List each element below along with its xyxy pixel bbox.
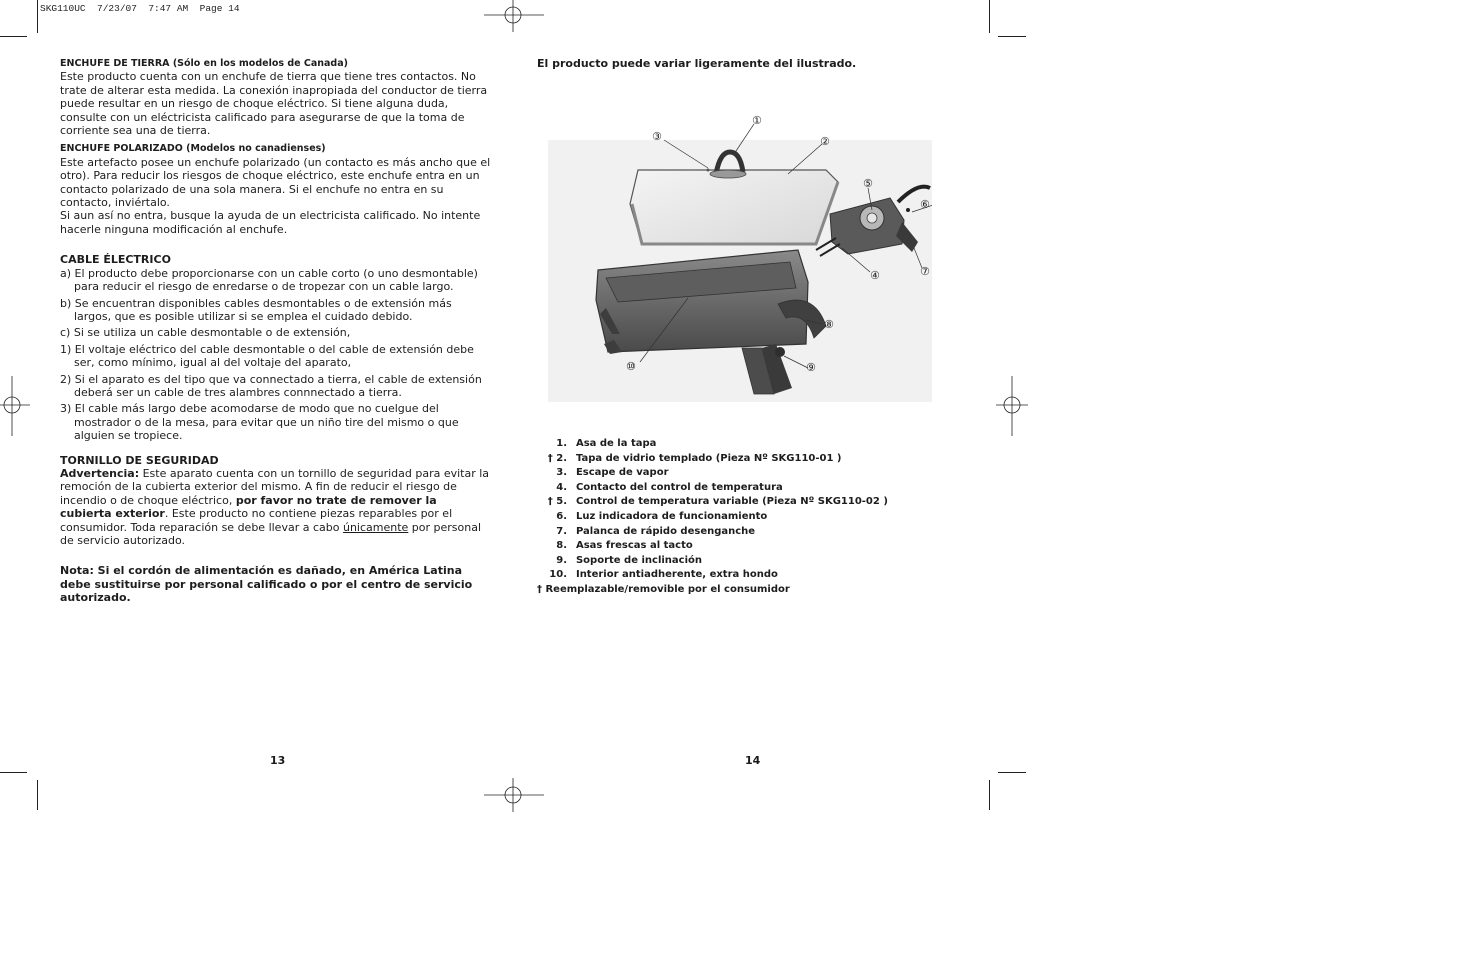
- crop-mark: [37, 780, 38, 810]
- parts-list: [537, 437, 888, 598]
- power-cord-note: Nota: Si el cordón de alimentación es dañado, en América Latina debe sustituirse por personal calificado o por el centro de servicio autorizado.: [60, 564, 473, 605]
- callout-3: ③: [652, 130, 662, 143]
- safety-screw-text: Advertencia: Este aparato cuenta con un tornillo de seguridad para evitar la remoción de la cubierta exterior del mismo. A fin de reducir el riesgo de incendio o de choque eléctrico, por favor no trate de remover la cubierta exterior. Este producto no contiene piezas reparables por el consumidor. Toda reparación se debe llevar a cabo únicamente por personal de servicio autorizado.: [60, 466, 490, 547]
- electric-cord-heading: CABLE ÉLECTRICO: [60, 253, 171, 267]
- callout-5: ⑤: [863, 177, 873, 190]
- glass-lid: [630, 170, 838, 244]
- list-item: 2) Si el aparato es del tipo que va connectado a tierra, el cable de extensión deberá ser un cable de tres alambres connnectado a tierra.: [60, 372, 482, 399]
- list-item: 8. Asas frescas al tacto: [556, 540, 693, 552]
- replaceable-note: † Reemplazable/removible por el consumidor: [537, 583, 790, 595]
- crop-mark: [989, 0, 990, 33]
- polarized-plug-text-2: Si aun así no entra, busque la ayuda de un electricista calificado. No intente hacerle ninguna modificación al enchufe.: [60, 209, 481, 236]
- electric-cord-list: [60, 267, 492, 443]
- registration-mark-right: [996, 376, 1028, 436]
- crop-mark: [0, 772, 27, 773]
- page-number-left: 13: [270, 754, 286, 767]
- list-item: 4. Contacto del control de temperatura: [556, 481, 783, 493]
- list-item: 10. Interior antiadherente, extra hondo: [549, 569, 778, 581]
- list-item: 1. Asa de la tapa: [556, 438, 657, 449]
- list-item: 7. Palanca de rápido desenganche: [556, 525, 756, 537]
- tilt-support: [775, 347, 785, 357]
- underlined-word: únicamente: [342, 520, 409, 534]
- print-slug-line: SKG110UC 7/23/07 7:47 AM Page 14: [40, 3, 240, 14]
- callout-8: ⑧: [824, 318, 834, 331]
- steam-vent: [707, 169, 710, 172]
- list-item: † 2. Tapa de vidrio templado (Pieza Nº SKG110-01 ): [547, 452, 842, 464]
- list-item: 6. Luz indicadora de funcionamiento: [556, 510, 768, 522]
- callout-6: ⑥: [920, 198, 930, 211]
- callout-7: ⑦: [920, 265, 930, 278]
- warning-emphasis: por favor no trate de remover la cubierta exterior: [60, 493, 437, 521]
- callout-1: ①: [752, 114, 762, 127]
- list-item: 3) El cable más largo debe acomodarse de modo que no cuelgue del mostrador o de la mesa, para evitar que un niño tire del mismo o que alguien se tropiece.: [60, 402, 459, 443]
- polarized-plug-heading: ENCHUFE POLARIZADO (Modelos no canadienses): [60, 143, 326, 155]
- list-item: 9. Soporte de inclinación: [556, 554, 703, 566]
- indicator-light: [906, 208, 910, 212]
- registration-mark-top: [484, 0, 544, 32]
- callout-4: ④: [870, 269, 880, 282]
- callout-2: ②: [820, 135, 830, 148]
- skillet-illustration: [548, 112, 932, 404]
- list-item: c) Si se utiliza un cable desmontable o de extensión,: [60, 326, 351, 340]
- registration-mark-left: [0, 376, 30, 436]
- ground-plug-heading: ENCHUFE DE TIERRA (Sólo en los modelos de Canada): [60, 58, 348, 69]
- list-item: † 5. Control de temperatura variable (Pieza Nº SKG110-02 ): [547, 496, 888, 508]
- list-item: 3. Escape de vapor: [556, 467, 669, 479]
- crop-mark: [989, 780, 990, 810]
- crop-mark: [998, 772, 1026, 773]
- polarized-plug-text-1: Este artefacto posee un enchufe polarizado (un contacto es más ancho que el otro). Para reducir los riesgos de choque eléctrico, este enchufe entra en un contacto polarizado de una sola manera. Si el enchufe no entra en su contacto, inviértalo.: [60, 155, 491, 210]
- callout-9: ⑨: [806, 361, 816, 374]
- page-number-right: 14: [745, 754, 761, 767]
- crop-mark: [998, 36, 1026, 37]
- registration-mark-bottom: [484, 778, 544, 812]
- left-page-content: [60, 57, 492, 610]
- list-item: a) El producto debe proporcionarse con un cable corto (o uno desmontable) para reducir el riesgo de enredarse o de tropezar con un cable largo.: [60, 266, 478, 294]
- list-item: 1) El voltaje eléctrico del cable desmontable o del cable de extensión debe ser, como mínimo, igual al del voltaje del aparato,: [60, 342, 474, 370]
- crop-mark: [37, 0, 38, 33]
- crop-mark: [0, 36, 27, 37]
- safety-screw-heading: TORNILLO DE SEGURIDAD: [60, 453, 219, 467]
- warning-label: Advertencia:: [60, 466, 140, 480]
- ground-plug-text: Este producto cuenta con un enchufe de tierra que tiene tres contactos. No trate de alterar esta medida. La conexión inapropiada del conductor de tierra puede resultar en un riesgo de choque eléctrico. Si tiene alguna duda, consulte con un eléctricista calificado para asegurarse de que la toma de corriente sea una de tierra.: [60, 70, 488, 138]
- callout-10: ⑩: [626, 360, 636, 373]
- list-item: b) Se encuentran disponibles cables desmontables o de extensión más largos, que es posible utilizar si se emplea el cuidado debido.: [60, 296, 452, 323]
- variance-note: El producto puede variar ligeramente del ilustrado.: [537, 57, 857, 70]
